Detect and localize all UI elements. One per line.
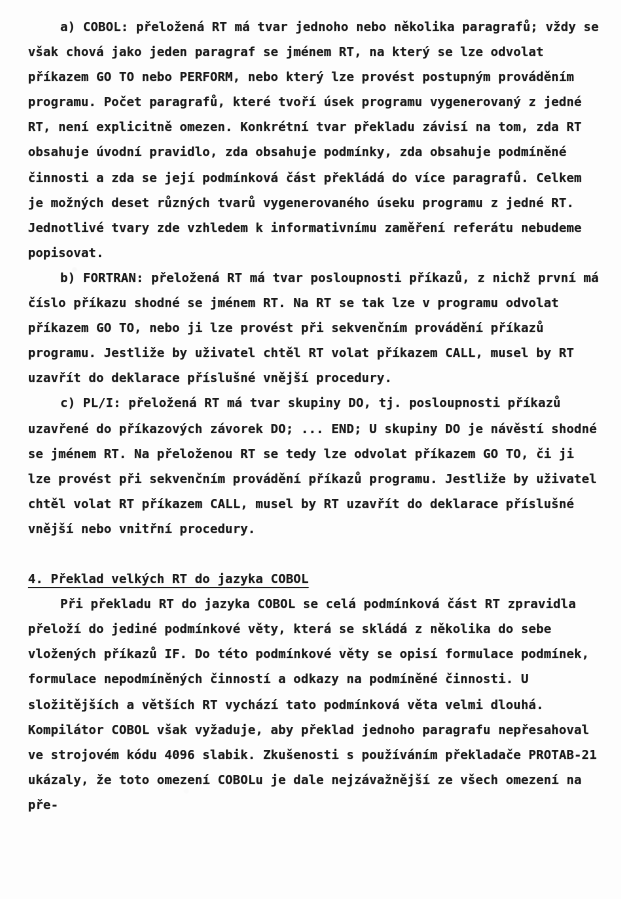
paragraph-fortran: b) FORTRAN: přeložená RT má tvar posloupnosti příkazů, z nichž první má číslo příkazu shodné se jménem RT. Na RT se tak lze v programu odvolat příkazem GO TO, nebo ji lze provést při sekvenčním provádění příkazů programu. Jestliže by uživatel chtěl RT volat příkazem CALL, musel by RT uzavřít do deklarace příslušné vnější procedury. <box>28 269 607 386</box>
section-heading-4: 4. Překlad velkých RT do jazyka COBOL <box>28 571 309 587</box>
heading-spacer <box>28 541 599 566</box>
document-body <box>28 14 607 817</box>
paragraph-cobol: a) COBOL: přeložená RT má tvar jednoho nebo několika paragrafů; vždy se však chová jako jeden paragraf se jménem RT, na který se lze odvolat příkazem GO TO nebo PERFORM, nebo který lze provést postupným prováděním programu. Počet paragrafů, které tvoří úsek programu vygenerovaný z jedné RT, není explicitně omezen. Konkrétní tvar překladu závisí na tom, zda RT obsahuje úvodní pravidlo, zda obsahuje podmínky, zda obsahuje podmíněné činnosti a zda se její podmínková část překládá do více paragrafů. Celkem je možných deset různých tvarů vygenerovaného úseku programu z jedné RT. Jednotlivé tvary zde vzhledem k informativnímu zaměření referátu nebudeme popisovat. <box>28 19 607 260</box>
paragraph-section4-body: Při překladu RT do jazyka COBOL se celá podmínková část RT zpravidla přeloží do jediné podmínkové věty, která se skládá z několika do sebe vložených příkazů IF. Do této podmínkové věty se opisí formulace podmínek, formulace nepodmíněných činností a odkazy na podmíněné činnosti. U složitějších a větších RT vychází tato podmínková věta velmi dlouhá. Kompilátor COBOL však vyžaduje, aby překlad jednoho paragrafu nepřesahoval ve strojovém kódu 4096 slabik. Zkušenosti s používáním překladače PROTAB-21 ukázaly, že toto omezení COBOLu je dale nejzávažnější ze všech omezení na pře- <box>28 596 605 812</box>
paragraph-pli: c) PL/I: přeložená RT má tvar skupiny DO, tj. posloupnosti příkazů uzavřené do příkazových závorek DO; ... END; U skupiny DO je návěstí shodné se jménem RT. Na přeloženou RT se tedy lze odvolat příkazem GO TO, či ji lze provést při sekvenčním provádění příkazů programu. Jestliže by uživatel chtěl volat RT příkazem CALL, musel by RT uzavřít do deklarace příslušné vnější nebo vnitřní procedury. <box>28 395 605 536</box>
